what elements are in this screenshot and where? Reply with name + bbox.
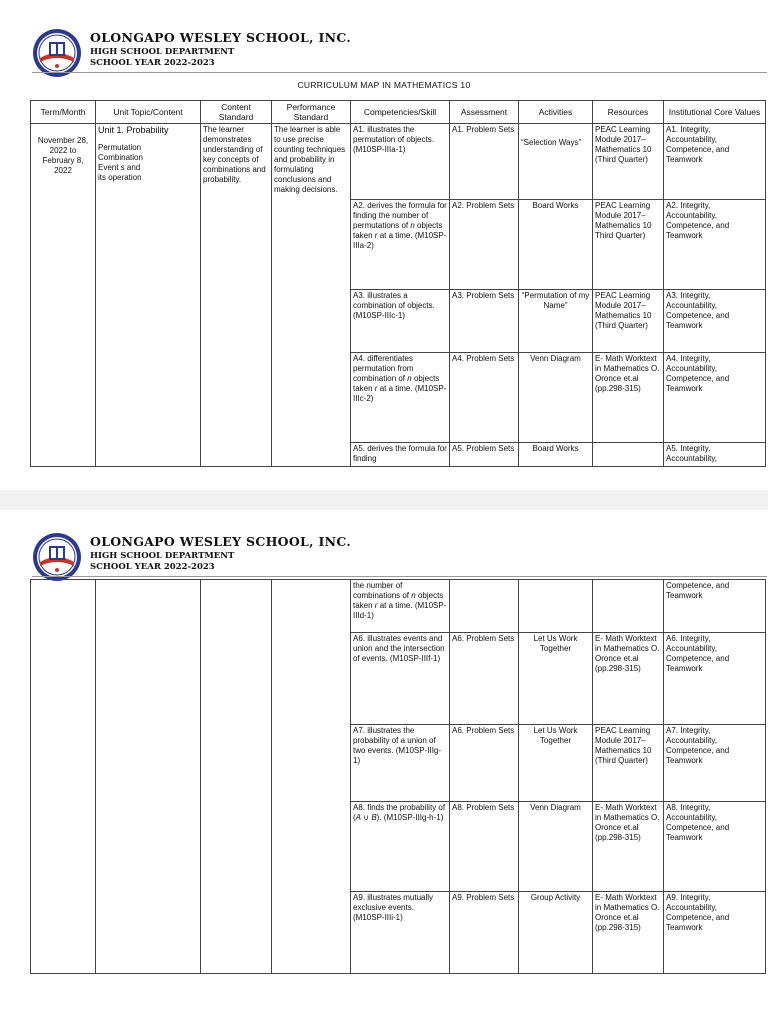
content-standard-cell bbox=[201, 580, 272, 974]
unit-topic: its operation bbox=[98, 173, 142, 182]
term-cell: November 28, 2022 to February 8, 2022 bbox=[31, 124, 96, 467]
unit-cell bbox=[96, 124, 201, 467]
activity-cell: Venn Diagram bbox=[519, 353, 593, 443]
activity-cell: Board Works bbox=[519, 200, 593, 290]
term-cell bbox=[31, 580, 96, 974]
assessment-cell: A8. Problem Sets bbox=[450, 802, 519, 892]
performance-standard-cell: The learner is able to use precise counting techniques and probability in formulating conclusions and making decisions. bbox=[272, 124, 351, 467]
school-name: OLONGAPO WESLEY SCHOOL, INC. bbox=[90, 534, 351, 549]
core-values-cell: A6. Integrity, Accountability, Competence, and Teamwork bbox=[664, 633, 766, 725]
assessment-cell: A6. Problem Sets bbox=[450, 725, 519, 802]
school-seal-icon bbox=[32, 532, 82, 582]
header-divider bbox=[32, 72, 767, 73]
assessment-cell: A2. Problem Sets bbox=[450, 200, 519, 290]
resources-cell: PEAC Learning Module 2017– Mathematics 10 (Third Quarter) bbox=[593, 725, 664, 802]
assessment-cell bbox=[450, 580, 519, 633]
core-values-cell: A1. Integrity, Accountability, Competence, and Teamwork bbox=[664, 124, 766, 200]
assessment-cell: A6. Problem Sets bbox=[450, 633, 519, 725]
school-name: OLONGAPO WESLEY SCHOOL, INC. bbox=[90, 30, 351, 45]
unit-title: Unit 1. Probability bbox=[98, 125, 169, 135]
performance-standard-cell bbox=[272, 580, 351, 974]
assessment-cell: A1. Problem Sets bbox=[450, 124, 519, 200]
header-unit: Unit Topic/Content bbox=[96, 101, 201, 124]
resources-cell: PEAC Learning Module 2017– Mathematics 10 (Third Quarter) bbox=[593, 290, 664, 353]
header-content-standard: Content Standard bbox=[201, 101, 272, 124]
unit-cell bbox=[96, 580, 201, 974]
activity-cell: Board Works bbox=[519, 443, 593, 467]
competency-text: A4. differentiates permutation from combination of n objects taken r at a time. (M10SP-IIIc-2) bbox=[353, 354, 447, 403]
competency-cell bbox=[351, 353, 450, 443]
assessment-cell: A4. Problem Sets bbox=[450, 353, 519, 443]
resources-cell: E- Math Worktext in Mathematics O. Oronce et.al (pp.298-315) bbox=[593, 353, 664, 443]
document-title: CURRICULUM MAP IN MATHEMATICS 10 bbox=[297, 80, 471, 90]
core-values-cell: A7. Integrity, Accountability, Competence, and Teamwork bbox=[664, 725, 766, 802]
assessment-cell: A5. Problem Sets bbox=[450, 443, 519, 467]
unit-topic: Event s and bbox=[98, 163, 141, 172]
document-page-2 bbox=[0, 510, 768, 1024]
core-values-cell: A3. Integrity, Accountability, Competence, and Teamwork bbox=[664, 290, 766, 353]
header-competencies: Competencies/Skill bbox=[351, 101, 450, 124]
activity-cell: Let Us Work Together bbox=[519, 725, 593, 802]
resources-cell: E- Math Worktext in Mathematics O. Oronce et.al (pp.298-315) bbox=[593, 892, 664, 974]
competency-cell: A3. illustrates a combination of objects. (M10SP-IIIc-1) bbox=[351, 290, 450, 353]
competency-cell: A9. illustrates mutually exclusive events. (M10SP-IIIi-1) bbox=[351, 892, 450, 974]
department-name: HIGH SCHOOL DEPARTMENT bbox=[90, 47, 235, 57]
page-gap bbox=[0, 490, 768, 510]
school-year: SCHOOL YEAR 2022-2023 bbox=[90, 562, 215, 572]
header-resources: Resources bbox=[593, 101, 664, 124]
activity-cell bbox=[519, 580, 593, 633]
activity-cell: Venn Diagram bbox=[519, 802, 593, 892]
assessment-cell: A9. Problem Sets bbox=[450, 892, 519, 974]
unit-topic: Combination bbox=[98, 153, 143, 162]
core-values-cell: A5. Integrity, Accountability, bbox=[664, 443, 766, 467]
resources-cell bbox=[593, 580, 664, 633]
resources-cell bbox=[593, 443, 664, 467]
core-values-cell: Competence, and Teamwork bbox=[664, 580, 766, 633]
competency-cell bbox=[351, 200, 450, 290]
competency-cell: A1. illustrates the permutation of objects. (M10SP-IIIa-1) bbox=[351, 124, 450, 200]
activity-cell: Group Activity bbox=[519, 892, 593, 974]
competency-cell bbox=[351, 580, 450, 633]
activity-cell: “Selection Ways” bbox=[519, 124, 593, 200]
competency-cell: A7. illustrates the probability of a union of two events. (M10SP-IIIg-1) bbox=[351, 725, 450, 802]
school-header bbox=[32, 532, 752, 582]
document-page-1 bbox=[0, 0, 768, 490]
assessment-cell: A3. Problem Sets bbox=[450, 290, 519, 353]
resources-cell: E- Math Worktext in Mathematics O. Oronce et.al (pp.298-315) bbox=[593, 633, 664, 725]
core-values-cell: A9. Integrity, Accountability, Competence, and Teamwork bbox=[664, 892, 766, 974]
header-divider bbox=[32, 576, 767, 577]
header-activities: Activities bbox=[519, 101, 593, 124]
activity-cell: “Permutation of my Name” bbox=[519, 290, 593, 353]
resources-cell: PEAC Learning Module 2017– Mathematics 10 Third Quarter) bbox=[593, 200, 664, 290]
school-year: SCHOOL YEAR 2022-2023 bbox=[90, 58, 215, 68]
school-header bbox=[32, 28, 752, 78]
header-assessment: Assessment bbox=[450, 101, 519, 124]
competency-text: A8. finds the probability of (A ∪ B). (M10SP-IIIg-h-1) bbox=[353, 803, 446, 822]
school-seal-icon bbox=[32, 28, 82, 78]
core-values-cell: A8. Integrity, Accountability, Competence, and Teamwork bbox=[664, 802, 766, 892]
competency-text: A2. derives the formula for finding the number of permutations of n objects taken r at a time. (M10SP-IIIa-2) bbox=[353, 201, 447, 250]
curriculum-table-page-2 bbox=[30, 579, 766, 974]
header-term: Term/Month bbox=[31, 101, 96, 124]
activity-cell: Let Us Work Together bbox=[519, 633, 593, 725]
core-values-cell: A4. Integrity, Accountability, Competence, and Teamwork bbox=[664, 353, 766, 443]
curriculum-table-page-1 bbox=[30, 100, 766, 467]
unit-topic: Permutation bbox=[98, 143, 142, 152]
header-core-values: Institutional Core Values bbox=[664, 101, 766, 124]
department-name: HIGH SCHOOL DEPARTMENT bbox=[90, 551, 235, 561]
core-values-cell: A2. Integrity, Accountability, Competence, and Teamwork bbox=[664, 200, 766, 290]
header-performance-standard: Performance Standard bbox=[272, 101, 351, 124]
competency-cell: A5. derives the formula for finding bbox=[351, 443, 450, 467]
content-standard-cell: The learner demonstrates understanding of key concepts of combinations and probability. bbox=[201, 124, 272, 467]
resources-cell: PEAC Learning Module 2017– Mathematics 10 (Third Quarter) bbox=[593, 124, 664, 200]
competency-cell bbox=[351, 802, 450, 892]
competency-text: the number of combinations of n objects taken r at a time. (M10SP-IIId-1) bbox=[353, 581, 447, 620]
competency-cell: A6. illustrates events and union and the intersection of events. (M10SP-IIIf-1) bbox=[351, 633, 450, 725]
resources-cell: E- Math Worktext in Mathematics O. Oronce et.al (pp.298-315) bbox=[593, 802, 664, 892]
